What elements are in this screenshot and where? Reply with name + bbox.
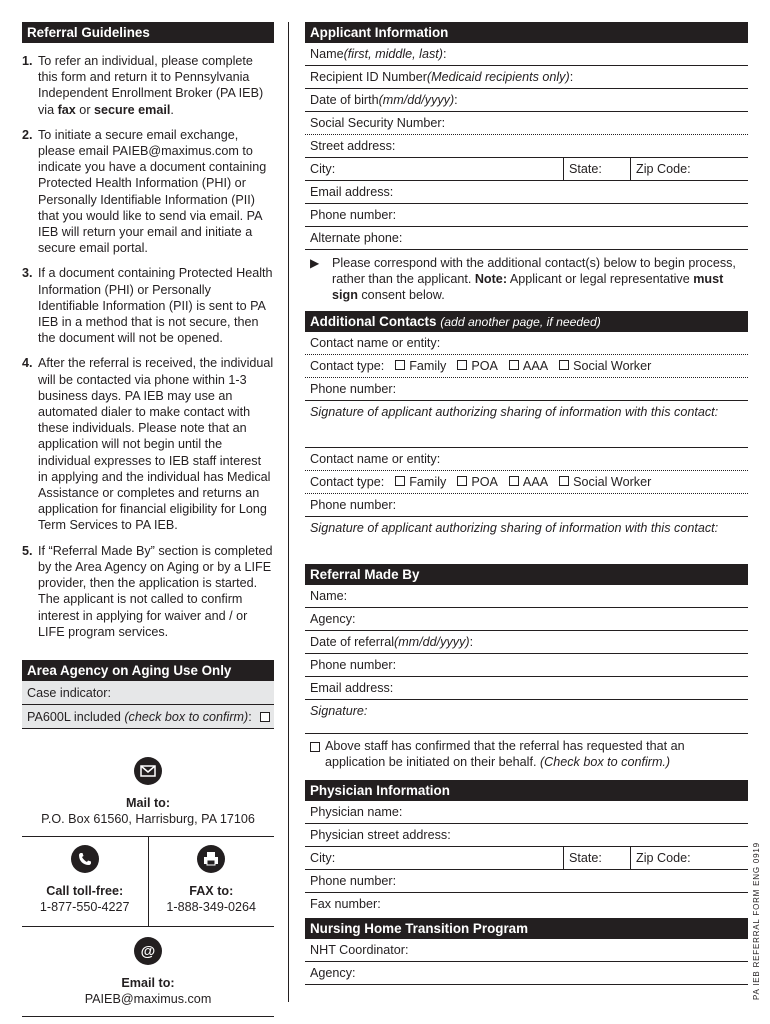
referral-email-field[interactable] bbox=[305, 677, 748, 700]
field-colon: : bbox=[469, 634, 474, 649]
guideline-text: If a document containing Protected Health Information (PHI) or Personally Identifiable Information (PII) is sent to PA IEB in a method that is not secure, then the document will not be opened. bbox=[38, 266, 273, 346]
applicant-name-field[interactable] bbox=[305, 43, 748, 66]
applicant-title: Applicant Information bbox=[310, 25, 449, 40]
street-address-field[interactable] bbox=[305, 135, 748, 158]
physician-city-state-zip-row bbox=[305, 847, 748, 870]
guideline-item bbox=[22, 265, 274, 346]
guideline-text-part: To refer an individual, please complete this form and return it to Pennsylvania Independent Enrollment Broker (PA IEB) via bbox=[38, 54, 264, 117]
field-label: Email address: bbox=[310, 680, 394, 695]
column-divider bbox=[288, 22, 289, 1002]
referral-guidelines-title: Referral Guidelines bbox=[27, 25, 150, 40]
option-label: Social Worker bbox=[573, 474, 652, 489]
field-label: Agency: bbox=[310, 611, 356, 626]
contact-name-field[interactable] bbox=[305, 332, 748, 355]
form-code: PA IEB REFERRAL FORM ENG 0919 bbox=[752, 842, 761, 1000]
guideline-bold-fax: fax bbox=[57, 102, 76, 117]
contact-type-poa[interactable] bbox=[457, 471, 498, 493]
field-label: City: bbox=[310, 162, 336, 176]
physician-fax-field[interactable] bbox=[305, 893, 748, 916]
email-label: Email to: bbox=[121, 975, 175, 990]
contact-type-social-worker[interactable] bbox=[559, 355, 651, 377]
option-label: POA bbox=[471, 474, 498, 489]
option-label: Family bbox=[409, 358, 447, 373]
physician-name-field[interactable] bbox=[305, 801, 748, 824]
ssn-field[interactable] bbox=[305, 112, 748, 135]
contact-signature-field[interactable] bbox=[305, 401, 748, 448]
phone-fax-block bbox=[22, 836, 274, 927]
referral-guidelines-header bbox=[22, 22, 274, 43]
nht-header bbox=[305, 918, 748, 939]
guideline-number: 1. bbox=[22, 54, 33, 68]
field-note: (mm/dd/yyyy) bbox=[394, 634, 470, 649]
field-label: Zip Code: bbox=[636, 162, 691, 176]
field-label: Phone number: bbox=[310, 874, 397, 889]
field-label: Phone number: bbox=[310, 208, 397, 222]
at-sign-icon bbox=[134, 937, 162, 965]
fax-number: 1-888-349-0264 bbox=[166, 899, 257, 914]
pa600l-label: PA600L included bbox=[27, 709, 125, 724]
nht-title: Nursing Home Transition Program bbox=[310, 921, 529, 937]
applicant-phone-field[interactable] bbox=[305, 204, 748, 227]
alternate-phone-field[interactable] bbox=[305, 227, 748, 250]
zip-field[interactable] bbox=[630, 158, 748, 180]
notice-note: Note: bbox=[474, 272, 508, 287]
field-label: Physician street address: bbox=[310, 828, 451, 843]
additional-contacts-header bbox=[305, 311, 748, 332]
referral-phone-field[interactable] bbox=[305, 654, 748, 677]
field-label: Recipient ID Number bbox=[310, 70, 427, 84]
physician-header bbox=[305, 780, 748, 801]
contact-signature-field[interactable] bbox=[305, 517, 748, 564]
guideline-text: If “Referral Made By” section is completed by the Area Agency on Aging or by a LIFE provider, then the application is started. The applicant is not called to confirm interest in applying for waiver and / or LIFE program services. bbox=[38, 543, 273, 639]
nht-coordinator-field[interactable] bbox=[305, 939, 748, 962]
pa600l-checkbox[interactable] bbox=[260, 712, 270, 722]
physician-phone-field[interactable] bbox=[305, 870, 748, 893]
aaa-section bbox=[22, 660, 274, 729]
pa600l-colon: : bbox=[248, 709, 252, 724]
family-checkbox[interactable] bbox=[395, 476, 405, 486]
recipient-id-field[interactable] bbox=[305, 66, 748, 89]
physician-zip-field[interactable] bbox=[630, 847, 748, 869]
contact-type-row bbox=[305, 355, 748, 378]
field-label: Phone number: bbox=[310, 381, 397, 396]
contact-type-social-worker[interactable] bbox=[559, 471, 651, 493]
field-note: (mm/dd/yyyy) bbox=[378, 93, 455, 107]
field-label: Signature of applicant authorizing sharing of information with this contact: bbox=[310, 404, 719, 419]
guideline-number: 2. bbox=[22, 127, 33, 142]
field-label: Contact type: bbox=[310, 358, 385, 373]
contact-type-family[interactable] bbox=[395, 471, 446, 493]
mail-address: P.O. Box 61560, Harrisburg, PA 17106 bbox=[41, 811, 255, 826]
contact-1 bbox=[305, 332, 748, 448]
referral-confirm-checkbox[interactable] bbox=[310, 742, 320, 752]
referral-made-by-title: Referral Made By bbox=[310, 566, 420, 582]
guideline-item bbox=[22, 355, 274, 533]
notice-part: Applicant or legal representative bbox=[507, 272, 694, 287]
contact-phone-field[interactable] bbox=[305, 378, 748, 401]
guideline-number: 5. bbox=[22, 543, 33, 558]
right-column bbox=[305, 22, 748, 985]
physician-state-field[interactable] bbox=[563, 847, 630, 869]
triangle-arrow-icon: ▶ bbox=[310, 256, 320, 270]
option-label: Social Worker bbox=[573, 358, 652, 373]
notice-part: Please correspond with the additional contact(s) below to begin process, rather than the applicant. bbox=[332, 256, 736, 287]
city-state-zip-row bbox=[305, 158, 748, 181]
field-label: City: bbox=[310, 851, 336, 866]
contact-2 bbox=[305, 448, 748, 564]
field-label: Contact name or entity: bbox=[310, 335, 441, 350]
contact-phone-field[interactable] bbox=[305, 494, 748, 517]
guidelines-list bbox=[22, 53, 274, 640]
field-label: NHT Coordinator: bbox=[310, 943, 409, 958]
additional-contacts-note: (add another page, if needed) bbox=[440, 314, 601, 329]
contact-type-family[interactable] bbox=[395, 355, 446, 377]
contact-name-field[interactable] bbox=[305, 448, 748, 471]
physician-street-field[interactable] bbox=[305, 824, 748, 847]
left-column bbox=[22, 22, 274, 1017]
guideline-text: After the referral is received, the individual will be contacted via phone within 1-3 business days. PA IEB may use an automated dialer to make contact with these individuals. Please note that an application will not begin until the individual expresses to IEB staff interest in applying and the individual has Medical Assistance or completes and returns an application for financial eligibility for Long Term Services to PA IEB. bbox=[38, 356, 274, 533]
contact-type-aaa[interactable] bbox=[509, 471, 548, 493]
aaa-title: Area Agency on Aging Use Only bbox=[27, 662, 232, 678]
referral-confirm-text bbox=[325, 738, 748, 770]
case-indicator-field[interactable] bbox=[22, 681, 274, 705]
referral-signature-field[interactable] bbox=[305, 700, 748, 734]
call-number[interactable]: 1-877-550-4227 bbox=[39, 899, 130, 914]
field-note: (first, middle, last) bbox=[343, 47, 443, 61]
aaa-checkbox[interactable] bbox=[509, 476, 519, 486]
phone-icon bbox=[71, 845, 99, 873]
contact-type-aaa[interactable] bbox=[509, 355, 548, 377]
field-label: Alternate phone: bbox=[310, 231, 403, 245]
field-label: Name: bbox=[310, 588, 348, 603]
fax-icon bbox=[197, 845, 225, 873]
family-checkbox[interactable] bbox=[395, 360, 405, 370]
pa600l-row bbox=[22, 705, 274, 729]
svg-text:@: @ bbox=[140, 942, 156, 960]
mail-label: Mail to: bbox=[125, 795, 171, 810]
confirm-note: (Check box to confirm.) bbox=[539, 754, 671, 769]
field-colon: : bbox=[442, 47, 447, 61]
pa600l-note: (check box to confirm) bbox=[124, 709, 249, 724]
poa-checkbox[interactable] bbox=[457, 476, 467, 486]
field-label: Date of birth bbox=[310, 93, 379, 107]
guideline-number: 3. bbox=[22, 266, 33, 281]
applicant-header bbox=[305, 22, 748, 43]
field-label: Social Security Number: bbox=[310, 116, 446, 130]
field-label: Signature: bbox=[310, 703, 368, 718]
guideline-text-part: . bbox=[170, 102, 174, 117]
field-label: Phone number: bbox=[310, 657, 397, 672]
guideline-item bbox=[22, 127, 274, 257]
field-label: Agency: bbox=[310, 966, 356, 981]
physician-title: Physician Information bbox=[310, 783, 450, 799]
social-worker-checkbox[interactable] bbox=[559, 360, 569, 370]
referral-made-by-header bbox=[305, 564, 748, 585]
guideline-text bbox=[38, 53, 274, 118]
contact-type-poa[interactable] bbox=[457, 355, 498, 377]
aaa-header bbox=[22, 660, 274, 681]
field-colon: : bbox=[454, 93, 458, 107]
option-label: AAA bbox=[522, 358, 549, 373]
social-worker-checkbox[interactable] bbox=[559, 476, 569, 486]
physician-city-field[interactable] bbox=[305, 847, 563, 869]
state-field[interactable] bbox=[563, 158, 630, 180]
notice-must-sign: must sign bbox=[332, 272, 724, 303]
field-label: Phone number: bbox=[310, 497, 397, 512]
guideline-text-part: or bbox=[75, 102, 95, 117]
email-block bbox=[22, 927, 274, 1017]
dob-field[interactable] bbox=[305, 89, 748, 112]
field-colon: : bbox=[569, 70, 574, 84]
field-label: Fax number: bbox=[310, 897, 381, 912]
additional-contacts-title: Additional Contacts bbox=[310, 313, 437, 329]
field-label: Date of referral bbox=[310, 634, 394, 649]
guideline-bold-email: secure email bbox=[94, 102, 171, 117]
referral-agency-field[interactable] bbox=[305, 608, 748, 631]
field-label: State: bbox=[569, 162, 602, 176]
field-label: State: bbox=[569, 851, 602, 866]
mail-block bbox=[22, 757, 274, 826]
field-note: (Medicaid recipients only) bbox=[426, 70, 570, 84]
field-label: Contact type: bbox=[310, 474, 385, 489]
field-label: Zip Code: bbox=[636, 851, 691, 866]
field-label: Physician name: bbox=[310, 805, 403, 820]
city-field[interactable] bbox=[305, 158, 563, 180]
confirm-text: Above staff has confirmed that the referral has requested that an application be initiated on their behalf. bbox=[325, 738, 685, 769]
email-address[interactable]: PAIEB@maximus.com bbox=[84, 991, 212, 1006]
referral-confirm-row bbox=[305, 734, 748, 774]
referral-name-field[interactable] bbox=[305, 585, 748, 608]
contact-type-row bbox=[305, 471, 748, 494]
applicant-email-field[interactable] bbox=[305, 181, 748, 204]
field-label: Signature of applicant authorizing sharing of information with this contact: bbox=[310, 520, 719, 535]
notice-text bbox=[332, 255, 748, 304]
option-label: Family bbox=[409, 474, 447, 489]
poa-checkbox[interactable] bbox=[457, 360, 467, 370]
envelope-icon bbox=[134, 757, 162, 785]
field-label: Street address: bbox=[310, 139, 396, 153]
notice-part: consent below. bbox=[357, 288, 445, 303]
fax-block bbox=[149, 837, 275, 926]
field-label: Name bbox=[310, 47, 344, 61]
guideline-item bbox=[22, 53, 274, 118]
option-label: POA bbox=[471, 358, 498, 373]
guideline-item bbox=[22, 543, 274, 640]
guideline-text: To initiate a secure email exchange, please email PAIEB@maximus.com to indicate you have a document containing Protected Health Information (PHI) or Personally Identifiable Information (PII) that you would like to send via email. PA IEB will return your email and initiate a secure email portal. bbox=[38, 127, 267, 256]
case-indicator-label: Case indicator: bbox=[27, 685, 111, 700]
guideline-number: 4. bbox=[22, 356, 33, 371]
call-block bbox=[22, 837, 149, 926]
field-label: Contact name or entity: bbox=[310, 451, 441, 466]
call-label: Call toll-free: bbox=[46, 883, 124, 898]
referral-date-field[interactable] bbox=[305, 631, 748, 654]
fax-label: FAX to: bbox=[189, 883, 234, 898]
option-label: AAA bbox=[522, 474, 549, 489]
correspondence-notice bbox=[305, 250, 748, 308]
field-label: Email address: bbox=[310, 185, 394, 199]
aaa-checkbox[interactable] bbox=[509, 360, 519, 370]
nht-agency-field[interactable] bbox=[305, 962, 748, 985]
